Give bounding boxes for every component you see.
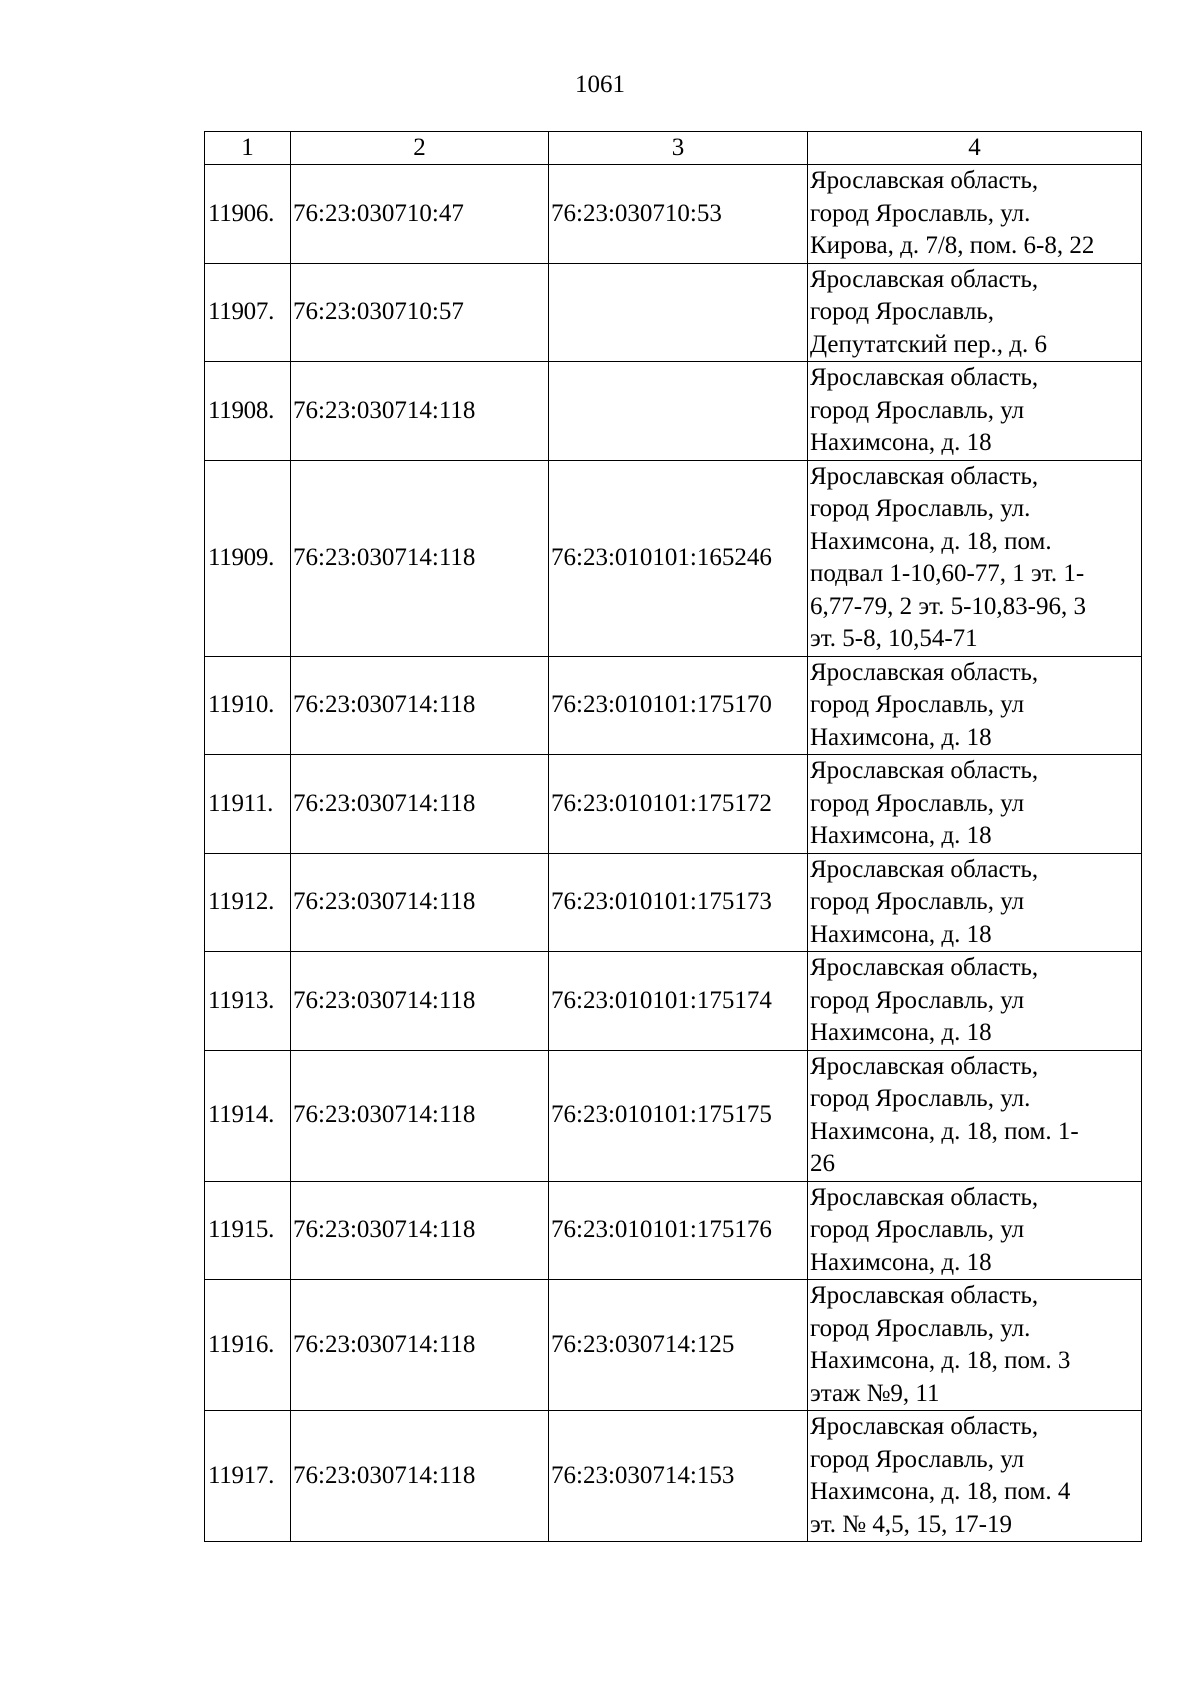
- cadastral-number-cell: 76:23:030714:118: [291, 362, 549, 461]
- table-row: [205, 1280, 1142, 1411]
- cadastral-number-cell: 76:23:030714:118: [291, 853, 549, 952]
- header-col-1: 1: [205, 132, 291, 165]
- header-col-2: 2: [291, 132, 549, 165]
- linked-cadastral-number-cell: 76:23:010101:175172: [549, 755, 808, 854]
- address-line: Нахимсона, д. 18: [810, 822, 992, 849]
- row-number-cell: 11906.: [205, 165, 291, 264]
- table-row: [205, 1411, 1142, 1542]
- address-cell: [808, 1280, 1142, 1411]
- address-line: Ярославская область,: [810, 364, 1039, 391]
- header-row: [205, 132, 1142, 165]
- linked-cadastral-number-cell: 76:23:010101:165246: [549, 460, 808, 656]
- linked-cadastral-number-cell: 76:23:010101:175174: [549, 952, 808, 1051]
- address-line: город Ярославль, ул.: [810, 199, 1031, 227]
- address-line: Ярославская область,: [810, 462, 1039, 490]
- cadastral-number-cell: 76:23:030714:118: [291, 1411, 549, 1542]
- row-number-cell: 11914.: [205, 1050, 291, 1181]
- address-cell: [808, 1050, 1142, 1181]
- row-number-cell: 11911.: [205, 755, 291, 854]
- address-line: город Ярославль, ул.: [810, 495, 1031, 522]
- address-line: Нахимсона, д. 18, пом.: [810, 527, 1052, 555]
- address-cell: [808, 853, 1142, 952]
- address-cell: [808, 1181, 1142, 1280]
- address-line: город Ярославль, ул: [810, 1216, 1025, 1243]
- table-row: [205, 755, 1142, 854]
- address-line: Депутатский пер., д. 6: [810, 330, 1047, 358]
- address-line: Нахимсона, д. 18, пом. 4: [810, 1478, 1071, 1505]
- address-line: Ярославская область,: [810, 1282, 1039, 1309]
- address-line: Ярославская область,: [810, 265, 1039, 293]
- cadastral-number-cell: 76:23:030714:118: [291, 1181, 549, 1280]
- row-number-cell: 11915.: [205, 1181, 291, 1280]
- linked-cadastral-number-cell: [549, 263, 808, 362]
- address-line: этаж №9, 11: [810, 1379, 940, 1407]
- address-line: Ярославская область,: [810, 1052, 1039, 1080]
- address-line: город Ярославль, ул: [810, 396, 1025, 424]
- address-cell: [808, 263, 1142, 362]
- address-line: город Ярославль, ул.: [810, 1085, 1031, 1112]
- table-header: [205, 132, 1142, 165]
- cadastral-number-cell: 76:23:030710:57: [291, 263, 549, 362]
- address-line: 6,77-79, 2 эт. 5-10,83-96, 3: [810, 592, 1087, 620]
- linked-cadastral-number-cell: 76:23:030710:53: [549, 165, 808, 264]
- address-line: город Ярославль, ул: [810, 789, 1025, 817]
- address-line: Ярославская область,: [810, 167, 1039, 194]
- header-col-4: 4: [808, 132, 1142, 165]
- row-number-cell: 11908.: [205, 362, 291, 461]
- table-row: [205, 362, 1142, 461]
- row-number-cell: 11907.: [205, 263, 291, 362]
- table-row: [205, 1181, 1142, 1280]
- address-line: Нахимсона, д. 18: [810, 1019, 992, 1046]
- address-cell: [808, 362, 1142, 461]
- address-line: Нахимсона, д. 18, пом. 1-: [810, 1117, 1079, 1145]
- address-cell: [808, 656, 1142, 755]
- address-line: Ярославская область,: [810, 855, 1039, 883]
- row-number-cell: 11909.: [205, 460, 291, 656]
- cadastral-number-cell: 76:23:030714:118: [291, 1050, 549, 1181]
- page-number: 1061: [575, 71, 625, 98]
- address-line: Ярославская область,: [810, 658, 1039, 686]
- cadastral-number-cell: 76:23:030714:118: [291, 755, 549, 854]
- linked-cadastral-number-cell: 76:23:030714:153: [549, 1411, 808, 1542]
- address-line: Нахимсона, д. 18: [810, 920, 992, 948]
- address-cell: [808, 952, 1142, 1051]
- address-line: Кирова, д. 7/8, пом. 6-8, 22: [810, 232, 1095, 259]
- linked-cadastral-number-cell: 76:23:010101:175170: [549, 656, 808, 755]
- address-line: 26: [810, 1150, 835, 1177]
- row-number-cell: 11916.: [205, 1280, 291, 1411]
- address-line: город Ярославль, ул: [810, 691, 1025, 718]
- linked-cadastral-number-cell: 76:23:010101:175176: [549, 1181, 808, 1280]
- address-cell: [808, 1411, 1142, 1542]
- address-cell: [808, 755, 1142, 854]
- address-cell: [808, 460, 1142, 656]
- table-row: [205, 853, 1142, 952]
- address-cell: [808, 165, 1142, 264]
- address-line: город Ярославль, ул: [810, 1445, 1025, 1473]
- cadastral-number-cell: 76:23:030714:118: [291, 1280, 549, 1411]
- registry-table: [204, 131, 1142, 1542]
- table-row: [205, 952, 1142, 1051]
- table-body: [205, 165, 1142, 1542]
- table-row: [205, 165, 1142, 264]
- row-number-cell: 11912.: [205, 853, 291, 952]
- linked-cadastral-number-cell: 76:23:010101:175175: [549, 1050, 808, 1181]
- row-number-cell: 11910.: [205, 656, 291, 755]
- address-line: Ярославская область,: [810, 757, 1039, 784]
- linked-cadastral-number-cell: 76:23:010101:175173: [549, 853, 808, 952]
- cadastral-number-cell: 76:23:030714:118: [291, 952, 549, 1051]
- address-line: город Ярославль, ул: [810, 888, 1025, 915]
- address-line: Нахимсона, д. 18: [810, 723, 992, 751]
- row-number-cell: 11913.: [205, 952, 291, 1051]
- cadastral-number-cell: 76:23:030714:118: [291, 460, 549, 656]
- linked-cadastral-number-cell: 76:23:030714:125: [549, 1280, 808, 1411]
- header-col-3: 3: [549, 132, 808, 165]
- cadastral-number-cell: 76:23:030710:47: [291, 165, 549, 264]
- table-row: [205, 263, 1142, 362]
- address-line: подвал 1-10,60-77, 1 эт. 1-: [810, 560, 1085, 587]
- table-row: [205, 460, 1142, 656]
- address-line: Нахимсона, д. 18, пом. 3: [810, 1347, 1071, 1374]
- address-line: город Ярославль, ул: [810, 986, 1025, 1014]
- address-line: Ярославская область,: [810, 1413, 1039, 1440]
- address-line: Нахимсона, д. 18: [810, 429, 992, 456]
- address-line: эт. 5-8, 10,54-71: [810, 625, 978, 652]
- cadastral-number-cell: 76:23:030714:118: [291, 656, 549, 755]
- address-line: Нахимсона, д. 18: [810, 1248, 992, 1276]
- linked-cadastral-number-cell: [549, 362, 808, 461]
- table-row: [205, 656, 1142, 755]
- address-line: Ярославская область,: [810, 954, 1039, 981]
- address-line: эт. № 4,5, 15, 17-19: [810, 1510, 1012, 1538]
- address-line: город Ярославль,: [810, 298, 994, 325]
- address-line: город Ярославль, ул.: [810, 1314, 1031, 1342]
- table-row: [205, 1050, 1142, 1181]
- address-line: Ярославская область,: [810, 1183, 1039, 1211]
- row-number-cell: 11917.: [205, 1411, 291, 1542]
